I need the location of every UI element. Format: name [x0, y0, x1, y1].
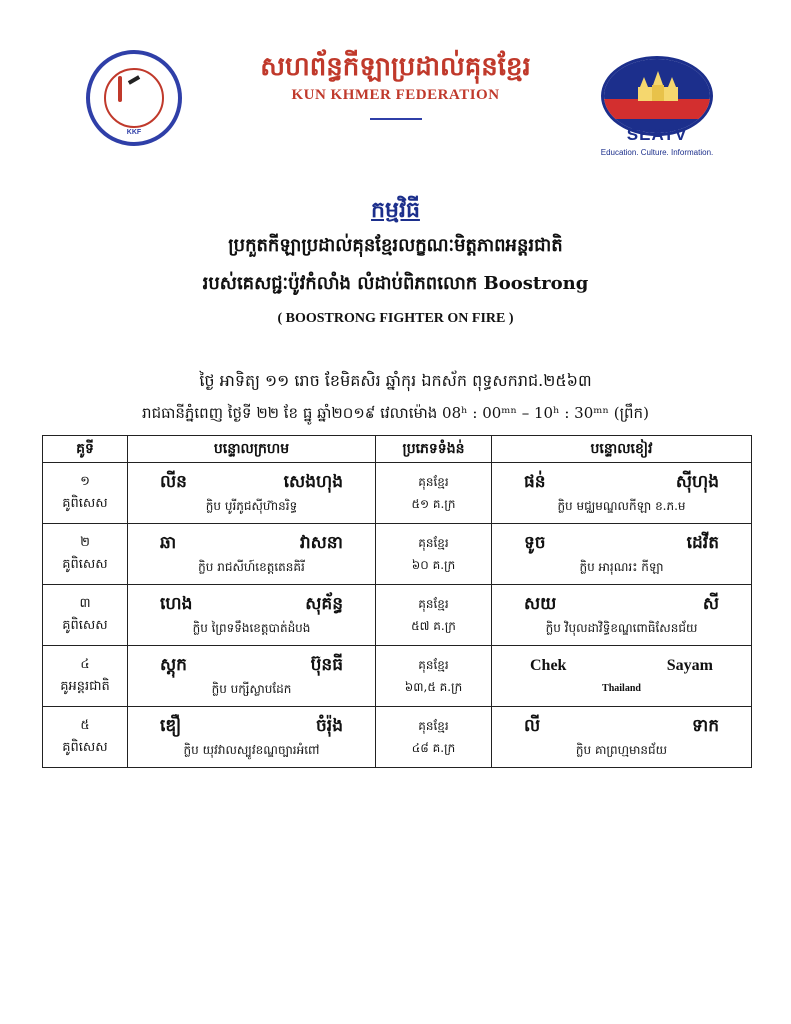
bout-number: ២ [80, 535, 90, 550]
weight-class: ៥៧ គ.ក្រ [411, 619, 456, 633]
bout-kind: គូអន្តរជាតិ [60, 679, 110, 694]
bout-kind: គូពិសេស [62, 496, 108, 511]
blue-fighter-name: ផន់ ស៊ីហុង [524, 472, 719, 492]
fight-card-table [42, 435, 752, 768]
bout-number: ៤ [80, 657, 90, 672]
weight-class: ៦០ គ.ក្រ [411, 558, 456, 572]
red-fighter-club: ក្លិប យុវវាលស្បូវខណ្ឌច្បារអំពៅ [183, 743, 320, 757]
fight-style: គុនខ្មែរ [418, 536, 449, 550]
col-header-weight: ប្រភេទទំងន់ [376, 436, 492, 463]
red-fighter-name: លីន សេងហុង [160, 472, 343, 492]
federation-name-khmer: សហព័ន្ធកីឡាប្រដាល់គុនខ្មែរ [260, 52, 531, 82]
blue-fighter-club: ក្លិប វិបុលដាវិទ្ធិខណ្ឌពោធិសែនជ័យ [545, 621, 698, 635]
table-row [43, 524, 752, 585]
red-fighter-name: ឆា វាសនា [160, 533, 343, 553]
red-fighter-club: ក្លិប បក្សីស្លាបដែក [211, 682, 292, 696]
red-fighter-name: ហេង សុគ័ន្ធ [160, 594, 343, 614]
event-date-time: រាជធានីភ្នំពេញ ថ្ងៃទី ២២ ខែ ធ្នូ ឆ្នាំ២០១៩ វេលាម៉ោង 08ʰ : 00ᵐⁿ – 10ʰ : 30ᵐⁿ (ព្រឹក) [142, 404, 649, 422]
seatv-brand: SEATV [626, 125, 688, 144]
logo-abbr: KKF [126, 129, 142, 136]
table-row [43, 463, 752, 524]
lunar-date: ថ្ងៃ អាទិត្យ ១១ រោច ខែមិគសិរ ឆ្នាំកុរ ឯកស័ក ពុទ្ធសករាជ.២៥៦៣ [199, 371, 592, 390]
fight-style: គុនខ្មែរ [418, 658, 449, 672]
table-row [43, 585, 752, 646]
blue-fighter-name: Chek Sayam [530, 657, 713, 674]
federation-name-english: KUN KHMER FEDERATION [291, 87, 500, 103]
col-header-blue-corner: បន្ទោលខៀវ [492, 436, 752, 463]
blue-fighter-country: Thailand [602, 683, 641, 694]
bout-number: ១ [80, 474, 90, 489]
blue-fighter-name: ទូច ដេវីត [524, 533, 719, 553]
weight-class: ៤៨ គ.ក្រ [411, 741, 456, 755]
red-fighter-club: ក្លិប រាជសីហ៍ខេត្តតេនគិរី [198, 560, 305, 574]
bout-number: ៥ [80, 718, 90, 733]
blue-fighter-name: សយ សី [524, 594, 719, 614]
red-fighter-club: ក្លិប បូរីភូជស៊ីហ៊ានរិទ្ធ [205, 499, 298, 513]
bout-kind: គូពិសេស [62, 557, 108, 572]
col-header-red-corner: បន្ទោលក្រហម [128, 436, 376, 463]
red-fighter-club: ក្លិប ព្រៃទទឹងខេត្តបាត់ដំបង [192, 621, 311, 635]
fight-style: គុនខ្មែរ [418, 597, 449, 611]
table-row [43, 707, 752, 768]
red-fighter-name: ឌឿ ចំរ៉ុង [160, 716, 343, 736]
table-header-row [43, 436, 752, 463]
bout-number: ៣ [79, 596, 91, 611]
seatv-logo [601, 56, 713, 136]
weight-class: ៥១ គ.ក្រ [411, 497, 456, 511]
event-english-name: ( BOOSTRONG FIGHTER ON FIRE ) [277, 311, 514, 326]
program-title: កម្មវិធី [371, 197, 420, 223]
sponsor-line: របស់គេសជ្ជៈប៉ូវកំលាំង លំដាប់ពិភពលោក Boostrong [202, 273, 589, 294]
fight-style: គុនខ្មែរ [418, 719, 449, 733]
seatv-tagline: Education. Culture. Information. [600, 148, 714, 157]
red-fighter-name: ស្តុក ប៊ុនធី [160, 655, 343, 675]
angkor-temple-icon [630, 69, 686, 107]
blue-fighter-club: ក្លិប គាព្រហ្មមានជ័យ [575, 743, 668, 757]
blue-fighter-club: ក្លិប មជ្ឈមណ្ឌលកីឡា ខ.ភ.ម [557, 499, 686, 513]
fight-style: គុនខ្មែរ [418, 475, 449, 489]
col-header-number: គូទី [43, 436, 128, 463]
blue-fighter-name: លី ទាក [524, 716, 719, 736]
weight-class: ៦៣,៥ គ.ក្រ [404, 680, 463, 694]
blue-fighter-club: ក្លិប អារុណរះ កីឡា [579, 560, 664, 574]
bout-kind: គូពិសេស [62, 740, 108, 755]
event-title: ប្រកួតកីឡាប្រដាល់គុនខ្មែរលក្ខណៈមិត្តភាពអន្តរជាតិ [228, 235, 563, 256]
table-row [43, 646, 752, 707]
bout-kind: គូពិសេស [62, 618, 108, 633]
header-divider [370, 118, 422, 120]
